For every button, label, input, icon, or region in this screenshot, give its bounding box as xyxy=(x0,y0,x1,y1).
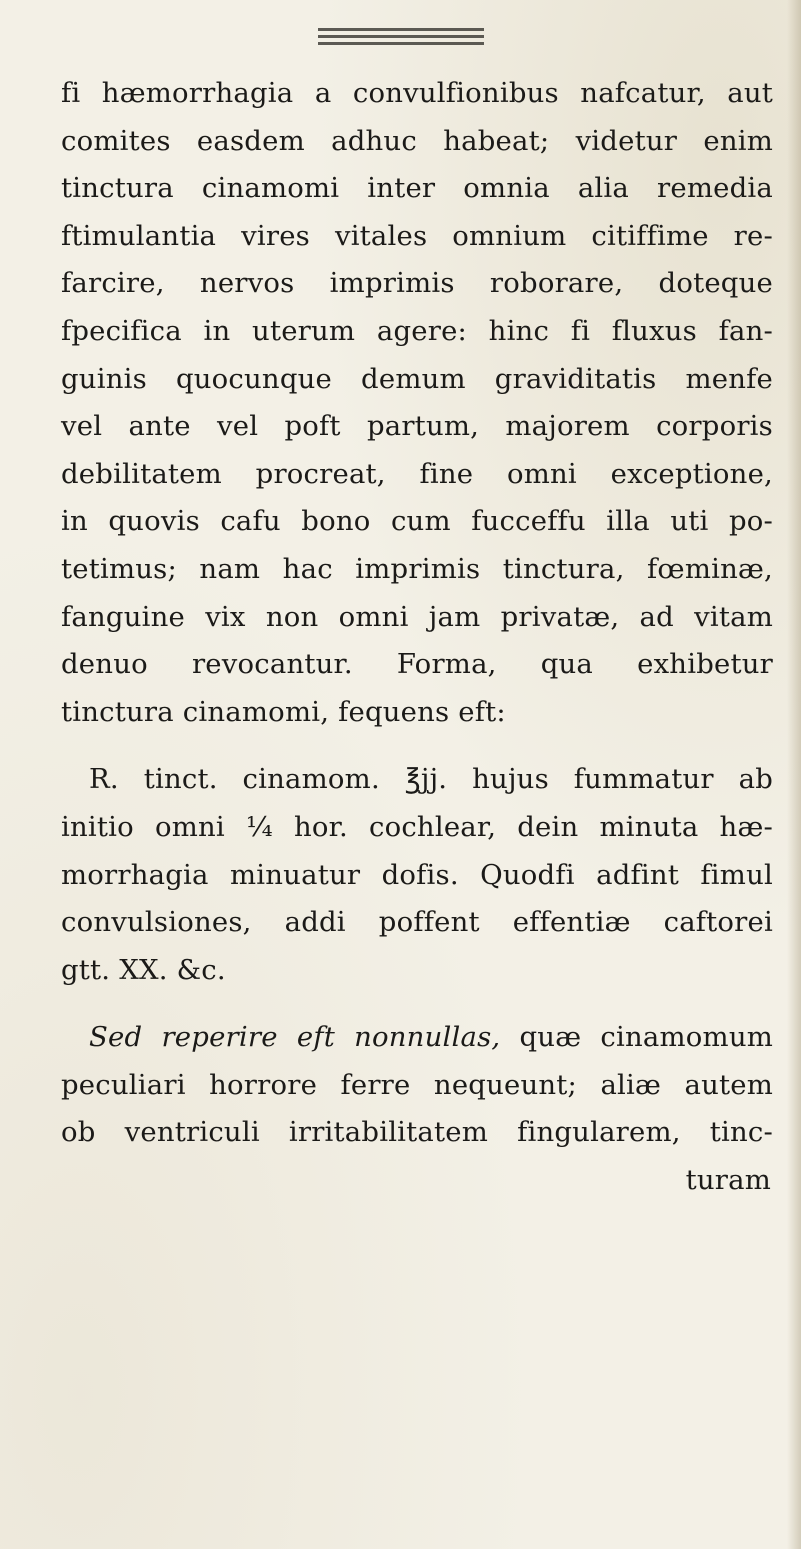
text-line: denuo revocantur. Forma, qua exhibetur xyxy=(61,648,773,681)
catchword: turam xyxy=(685,1164,771,1197)
text-line: tinctura cinamomi, fequens eft: xyxy=(61,695,506,728)
text-fragment: quæ cinamomum xyxy=(500,1021,774,1054)
paragraph-gap xyxy=(61,736,773,756)
text-line: initio omni ¼ hor. cochlear, dein minuta hæ- xyxy=(61,810,773,843)
text-line: fpecifica in uterum agere: hinc fi fluxus fan- xyxy=(61,314,773,347)
text-line: tinctura cinamomi inter omnia alia remedia xyxy=(61,172,773,205)
text-line: comites easdem adhuc habeat; videtur enim xyxy=(61,124,773,157)
text-line: gtt. XX. &c. xyxy=(61,953,226,986)
text-line: convulsiones, addi poffent effentiæ caftorei xyxy=(61,906,773,939)
header-ornament-rule xyxy=(318,28,484,54)
paragraph-2-recipe xyxy=(61,756,773,994)
text-line xyxy=(61,1014,773,1062)
text-line: peculiari horrore ferre nequeunt; aliæ autem xyxy=(61,1068,773,1101)
text-line: fanguine vix non omni jam privatæ, ad vitam xyxy=(61,600,773,633)
text-line: ftimulantia vires vitales omnium citiffime re- xyxy=(61,219,773,252)
text-line: guinis quocunque demum graviditatis menfe xyxy=(61,362,773,395)
text-line: farcire, nervos imprimis roborare, doteque xyxy=(61,267,773,300)
body-text xyxy=(61,70,773,1205)
text-line: vel ante vel poft partum, majorem corporis xyxy=(61,410,773,443)
paragraph-gap xyxy=(61,994,773,1014)
text-line: fi hæmorrhagia a convulfionibus nafcatur, aut xyxy=(61,77,773,109)
text-line: in quovis cafu bono cum fucceffu illa uti po- xyxy=(61,505,773,538)
paragraph-3 xyxy=(61,1014,773,1204)
text-line: morrhagia minuatur dofis. Quodfi adfint fimul xyxy=(61,858,773,891)
text-line: R. tinct. cinamom. ℥jj. hujus fummatur ab xyxy=(89,763,773,796)
text-line: tetimus; nam hac imprimis tinctura, fœminæ, xyxy=(61,552,773,585)
page-edge-shadow xyxy=(787,0,801,1549)
paragraph-1 xyxy=(61,70,773,736)
text-line: ob ventriculi irritabilitatem fingularem, tinc- xyxy=(61,1116,773,1149)
italic-phrase: Sed reperire eft nonnullas, xyxy=(89,1021,501,1054)
text-line: debilitatem procreat, fine omni exceptione, xyxy=(61,457,773,490)
